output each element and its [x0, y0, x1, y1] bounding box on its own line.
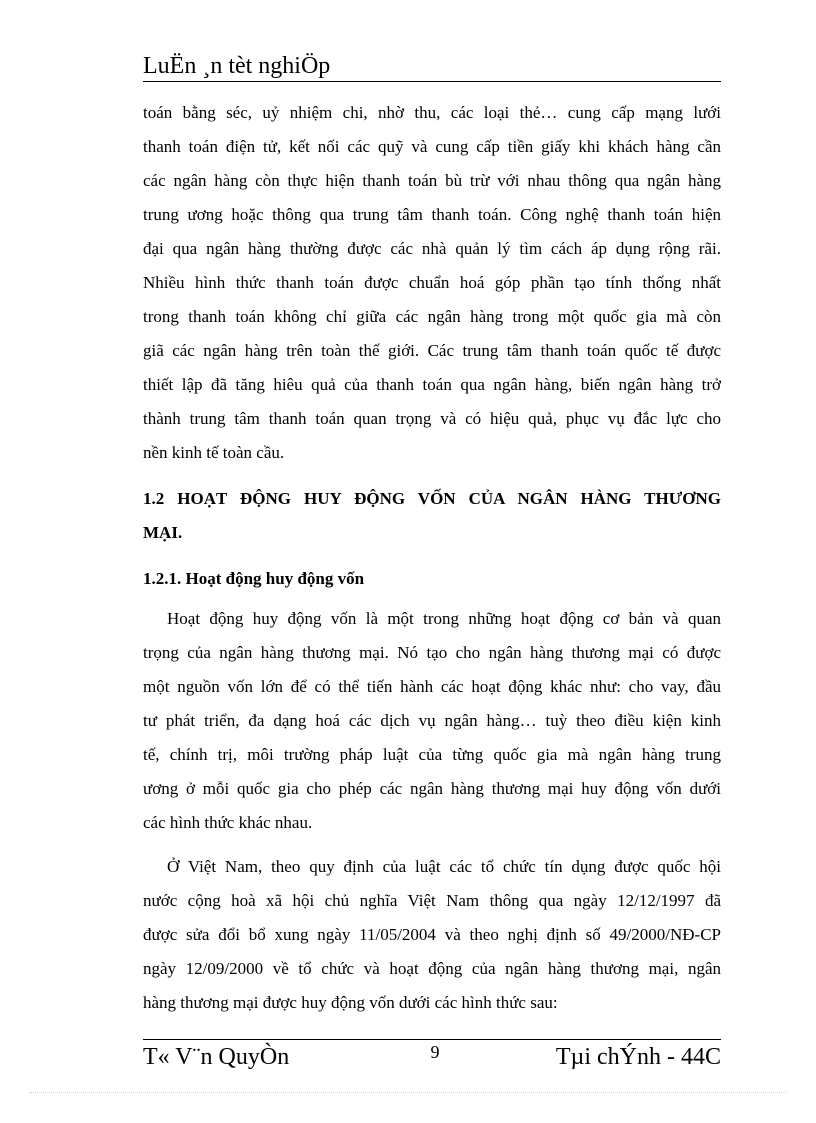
text-line: một nguồn vốn lớn để có thể tiến hành các hoạt động khác như: cho vay, đầu — [143, 677, 721, 696]
subheading-line: 1.2.1. Hoạt động huy động vốn — [143, 569, 365, 588]
text-line: Hoạt động huy động vốn là một trong những hoạt động cơ bản và quan — [167, 609, 721, 628]
header-title: LuËn ¸n tèt nghiÖp — [143, 53, 331, 79]
text-line: toán bằng séc, uỷ nhiệm chi, nhờ thu, các loại thẻ… cung cấp mạng lưới — [143, 103, 721, 122]
footer-class-label: Tµi chÝnh - 44C — [555, 1044, 721, 1070]
section-heading-1-2-1 — [143, 562, 721, 596]
text-line: trung ương hoặc thông qua trung tâm thanh toán. Công nghệ thanh toán hiện — [143, 205, 721, 224]
heading-line: MẠI. — [143, 523, 183, 542]
footer-author: T« V¨n QuyÒn — [143, 1044, 290, 1070]
text-line: nước cộng hoà xã hội chủ nghĩa Việt Nam thông qua ngày 12/12/1997 đã — [143, 891, 721, 910]
text-line: ương ở mỗi quốc gia cho phép các ngân hàng thương mại huy động vốn dưới — [143, 779, 721, 798]
text-line: đại qua ngân hàng thường được các nhà quản lý tìm cách áp dụng rộng rãi. — [143, 239, 721, 258]
text-line: thiết lập đã tăng hiêu quả của thanh toán qua ngân hàng, biến ngân hàng trở — [143, 375, 721, 394]
text-line: giã các ngân hàng trên toàn thế giới. Các trung tâm thanh toán quốc tế được — [143, 341, 721, 360]
paragraph-payment-services — [143, 96, 721, 470]
page-boundary-line — [30, 1092, 786, 1093]
text-line: trọng của ngân hàng thương mại. Nó tạo cho ngân hàng thương mại có được — [143, 643, 721, 662]
text-line: nền kinh tế toàn cầu. — [143, 443, 285, 462]
text-line: thanh toán điện tử, kết nối các quỹ và cung cấp tiền giấy khi khách hàng cần — [143, 137, 721, 156]
text-line: được sửa đổi bổ xung ngày 11/05/2004 và theo nghị định số 49/2000/NĐ-CP — [143, 925, 721, 944]
text-line: Nhiều hình thức thanh toán được chuẩn hoá góp phần tạo tính thống nhất — [143, 273, 721, 292]
text-line: tư phát triển, đa dạng hoá các dịch vụ ngân hàng… tuỳ theo điều kiện kinh — [143, 711, 721, 730]
page-number: 9 — [430, 1042, 440, 1062]
text-line: tế, chính trị, môi trường pháp luật của từng quốc gia mà ngân hàng trung — [143, 745, 721, 764]
text-line: Ở Việt Nam, theo quy định của luật các tổ chức tín dụng được quốc hội — [167, 857, 721, 876]
text-line: các hình thức khác nhau. — [143, 813, 313, 832]
text-line: các ngân hàng còn thực hiện thanh toán bù trừ với nhau thông qua ngân hàng — [143, 171, 721, 190]
header-rule — [143, 81, 721, 82]
heading-line: 1.2 HOẠT ĐỘNG HUY ĐỘNG VỐN CỦA NGÂN HÀNG THƯƠNG — [143, 489, 721, 508]
section-heading-1-2 — [143, 482, 721, 550]
text-line: ngày 12/09/2000 về tổ chức và hoạt động của ngân hàng thương mại, ngân — [143, 959, 721, 978]
text-line: hàng thương mại được huy động vốn dưới các hình thức sau: — [143, 993, 558, 1012]
paragraph-capital-mobilization — [143, 602, 721, 840]
text-line: trong thanh toán không chỉ giữa các ngân hàng trong một quốc gia mà còn — [143, 307, 721, 326]
text-line: thành trung tâm thanh toán quan trọng và có hiệu quả, phục vụ đắc lực cho — [143, 409, 721, 428]
paragraph-vietnam-law — [143, 850, 721, 1020]
